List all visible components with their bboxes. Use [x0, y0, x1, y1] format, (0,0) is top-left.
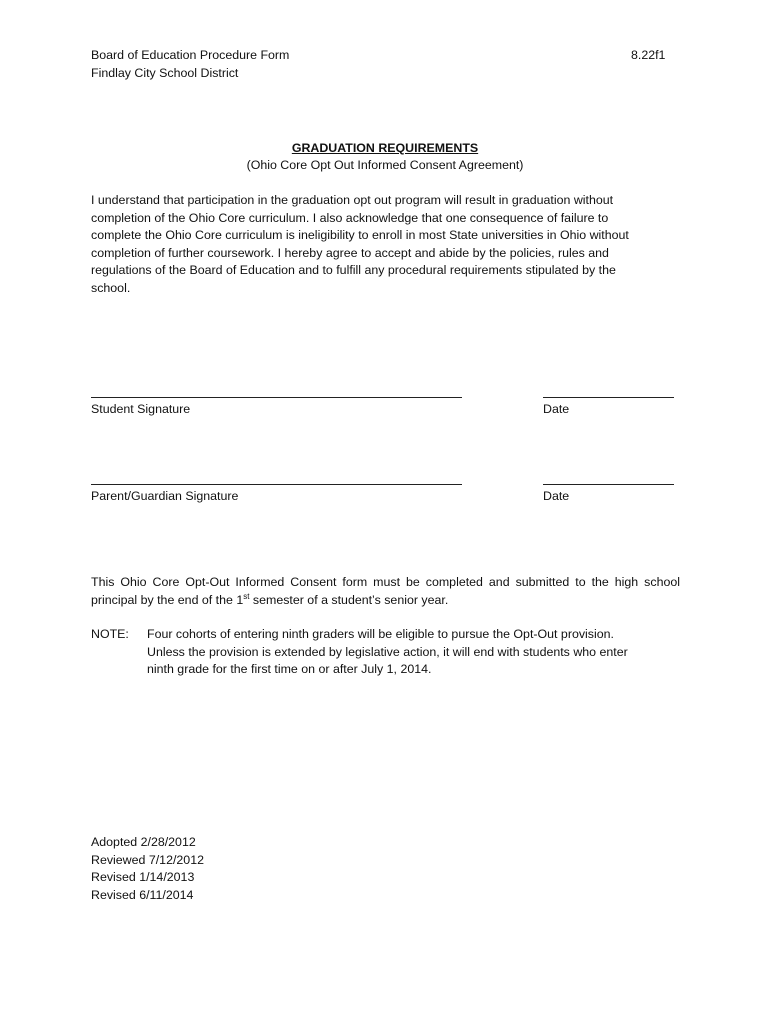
note-line: Four cohorts of entering ninth graders will be eligible to pursue the Opt-Out provision. — [147, 627, 614, 641]
form-code: 8.22f1 — [631, 48, 666, 62]
document-title — [0, 140, 770, 158]
submission-line — [91, 592, 680, 610]
student-signature-label: Student Signature — [91, 402, 191, 416]
submission-line: This Ohio Core Opt-Out Informed Consent form must be completed and submitted to the high school — [91, 575, 680, 589]
agreement-line: regulations of the Board of Education and to fulfill any procedural requirements stipulated by the — [91, 263, 616, 278]
agreement-paragraph — [91, 192, 671, 298]
student-date-label: Date — [543, 402, 570, 416]
history-entry: Revised 6/11/2014 — [91, 887, 194, 902]
agreement-line: completion of further coursework. I hereby agree to accept and abide by the policies, rules and — [91, 245, 609, 260]
agreement-line: I understand that participation in the graduation opt out program will result in graduation without — [91, 193, 614, 207]
header-district: Findlay City School District — [91, 65, 239, 80]
history-entry: Revised 1/14/2013 — [91, 870, 195, 885]
agreement-line: school. — [91, 280, 131, 295]
header-procedure-form: Board of Education Procedure Form — [91, 48, 290, 62]
history-entry: Reviewed 7/12/2012 — [91, 852, 204, 867]
ordinal-suffix: st — [243, 591, 250, 601]
document-title-text: GRADUATION REQUIREMENTS — [291, 141, 479, 155]
revision-history — [91, 834, 204, 904]
note-label: NOTE: — [91, 627, 129, 641]
parent-date-line[interactable] — [543, 484, 674, 485]
document-subtitle: (Ohio Core Opt Out Informed Consent Agreement) — [246, 158, 524, 172]
submission-text: principal by the end of the 1 — [91, 592, 244, 607]
agreement-line: complete the Ohio Core curriculum is ineligibility to enroll in most State universities in Ohio without — [91, 228, 629, 243]
agreement-line: completion of the Ohio Core curriculum. I also acknowledge that one consequence of failure to — [91, 210, 609, 225]
parent-signature-label: Parent/Guardian Signature — [91, 489, 239, 503]
parent-signature-line[interactable] — [91, 484, 462, 485]
student-signature-line[interactable] — [91, 397, 462, 398]
submission-instructions — [91, 574, 680, 609]
note-line: Unless the provision is extended by legislative action, it will end with students who enter — [147, 644, 628, 659]
history-entry: Adopted 2/28/2012 — [91, 835, 196, 849]
note-line: ninth grade for the first time on or after July 1, 2014. — [147, 662, 432, 677]
student-date-line[interactable] — [543, 397, 674, 398]
parent-date-label: Date — [543, 489, 570, 503]
document-header — [91, 47, 289, 82]
submission-text: semester of a student’s senior year. — [249, 592, 449, 607]
note-body — [147, 626, 628, 679]
